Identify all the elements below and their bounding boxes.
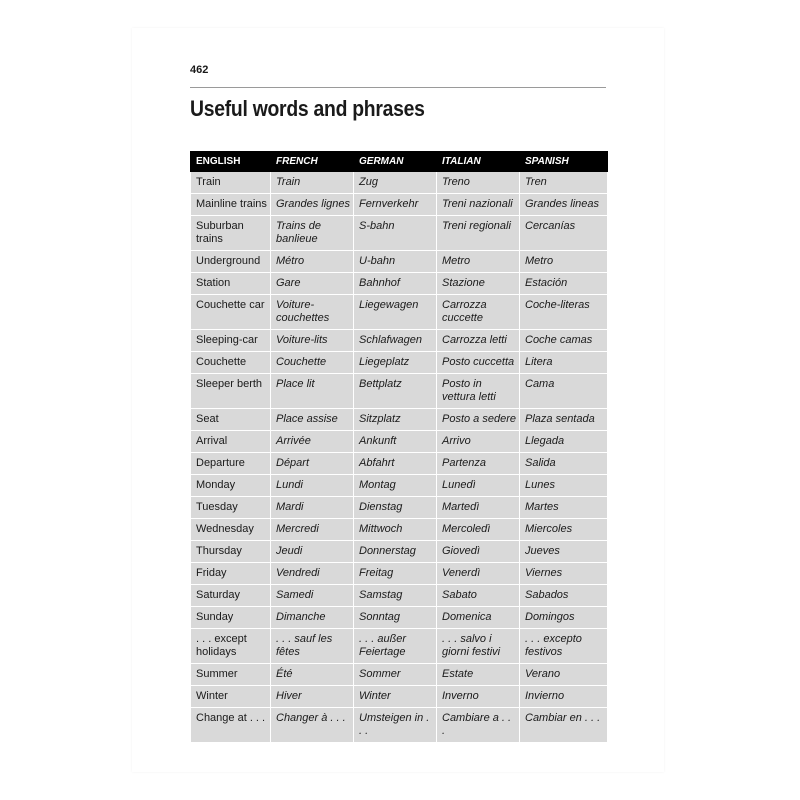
cell-italian: Treni regionali: [437, 216, 520, 251]
cell-french: Gare: [271, 273, 354, 295]
table-row: [191, 194, 608, 216]
table-row: [191, 172, 608, 194]
cell-italian: Posto a sedere: [437, 409, 520, 431]
cell-spanish: Jueves: [520, 541, 608, 563]
cell-german: U-bahn: [354, 251, 437, 273]
cell-spanish: Lunes: [520, 475, 608, 497]
cell-english: Sleeping-car: [191, 330, 271, 352]
column-header-english: ENGLISH: [191, 152, 271, 172]
cell-spanish: Invierno: [520, 686, 608, 708]
cell-english: Underground: [191, 251, 271, 273]
cell-italian: Martedì: [437, 497, 520, 519]
cell-german: Sommer: [354, 664, 437, 686]
column-header-italian: ITALIAN: [437, 152, 520, 172]
cell-english: Tuesday: [191, 497, 271, 519]
table-row: [191, 409, 608, 431]
cell-english: Seat: [191, 409, 271, 431]
cell-french: Trains de banlieue: [271, 216, 354, 251]
cell-italian: Carrozza letti: [437, 330, 520, 352]
cell-spanish: Cercanías: [520, 216, 608, 251]
cell-french: Train: [271, 172, 354, 194]
cell-french: Arrivée: [271, 431, 354, 453]
cell-italian: Stazione: [437, 273, 520, 295]
cell-italian: Metro: [437, 251, 520, 273]
cell-german: Liegewagen: [354, 295, 437, 330]
cell-german: Abfahrt: [354, 453, 437, 475]
cell-spanish: Verano: [520, 664, 608, 686]
cell-english: Summer: [191, 664, 271, 686]
cell-german: Montag: [354, 475, 437, 497]
cell-spanish: Viernes: [520, 563, 608, 585]
table-row: [191, 519, 608, 541]
cell-spanish: Salida: [520, 453, 608, 475]
cell-italian: Estate: [437, 664, 520, 686]
cell-italian: Posto cuccetta: [437, 352, 520, 374]
table-row: [191, 330, 608, 352]
table-row: [191, 431, 608, 453]
cell-french: Vendredi: [271, 563, 354, 585]
cell-french: Jeudi: [271, 541, 354, 563]
table-row: [191, 295, 608, 330]
cell-french: Hiver: [271, 686, 354, 708]
cell-italian: Venerdì: [437, 563, 520, 585]
cell-french: Dimanche: [271, 607, 354, 629]
cell-spanish: Domingos: [520, 607, 608, 629]
header-rule: [190, 87, 606, 88]
cell-german: Dienstag: [354, 497, 437, 519]
cell-italian: Treni nazionali: [437, 194, 520, 216]
cell-english: Couchette: [191, 352, 271, 374]
cell-english: Saturday: [191, 585, 271, 607]
cell-french: Voiture-couchettes: [271, 295, 354, 330]
cell-french: Départ: [271, 453, 354, 475]
cell-spanish: . . . excepto festivos: [520, 629, 608, 664]
cell-french: Grandes lignes: [271, 194, 354, 216]
cell-spanish: Estación: [520, 273, 608, 295]
cell-italian: Arrivo: [437, 431, 520, 453]
table-row: [191, 607, 608, 629]
cell-spanish: Litera: [520, 352, 608, 374]
table-body: [191, 172, 608, 743]
cell-english: Mainline trains: [191, 194, 271, 216]
cell-italian: . . . salvo i giorni festivi: [437, 629, 520, 664]
cell-italian: Posto in vettura letti: [437, 374, 520, 409]
cell-english: Winter: [191, 686, 271, 708]
cell-german: Donnerstag: [354, 541, 437, 563]
cell-english: . . . except holidays: [191, 629, 271, 664]
cell-english: Departure: [191, 453, 271, 475]
cell-spanish: Grandes lineas: [520, 194, 608, 216]
cell-french: Place lit: [271, 374, 354, 409]
cell-french: Mercredi: [271, 519, 354, 541]
cell-german: Fernverkehr: [354, 194, 437, 216]
phrases-table: [190, 151, 608, 743]
cell-german: Bahnhof: [354, 273, 437, 295]
cell-english: Arrival: [191, 431, 271, 453]
cell-french: Lundi: [271, 475, 354, 497]
cell-english: Sunday: [191, 607, 271, 629]
cell-french: Couchette: [271, 352, 354, 374]
table-row: [191, 352, 608, 374]
cell-italian: Sabato: [437, 585, 520, 607]
cell-german: Samstag: [354, 585, 437, 607]
cell-english: Suburban trains: [191, 216, 271, 251]
cell-italian: Domenica: [437, 607, 520, 629]
cell-english: Friday: [191, 563, 271, 585]
cell-spanish: Llegada: [520, 431, 608, 453]
page-number: 462: [190, 64, 209, 76]
column-header-spanish: SPANISH: [520, 152, 608, 172]
cell-french: Place assise: [271, 409, 354, 431]
cell-german: Freitag: [354, 563, 437, 585]
page-title: Useful words and phrases: [190, 96, 425, 121]
cell-italian: Treno: [437, 172, 520, 194]
cell-spanish: Tren: [520, 172, 608, 194]
column-header-french: FRENCH: [271, 152, 354, 172]
table-row: [191, 497, 608, 519]
table-row: [191, 374, 608, 409]
cell-german: Schlafwagen: [354, 330, 437, 352]
cell-german: Sonntag: [354, 607, 437, 629]
cell-german: S-bahn: [354, 216, 437, 251]
table-row: [191, 453, 608, 475]
table-header-row: [191, 152, 608, 172]
table-row: [191, 541, 608, 563]
table-row: [191, 686, 608, 708]
table-row: [191, 273, 608, 295]
cell-german: Ankunft: [354, 431, 437, 453]
cell-spanish: Plaza sentada: [520, 409, 608, 431]
cell-german: Bettplatz: [354, 374, 437, 409]
cell-german: Umsteigen in . . .: [354, 708, 437, 743]
cell-italian: Lunedì: [437, 475, 520, 497]
cell-french: Mardi: [271, 497, 354, 519]
cell-english: Change at . . .: [191, 708, 271, 743]
cell-german: Winter: [354, 686, 437, 708]
table-row: [191, 475, 608, 497]
cell-italian: Inverno: [437, 686, 520, 708]
cell-spanish: Cama: [520, 374, 608, 409]
cell-spanish: Cambiar en . . .: [520, 708, 608, 743]
table-row: [191, 708, 608, 743]
cell-english: Couchette car: [191, 295, 271, 330]
cell-english: Sleeper berth: [191, 374, 271, 409]
cell-italian: Cambiare a . . .: [437, 708, 520, 743]
cell-french: Samedi: [271, 585, 354, 607]
table-row: [191, 563, 608, 585]
cell-spanish: Sabados: [520, 585, 608, 607]
cell-italian: Carrozza cuccette: [437, 295, 520, 330]
cell-english: Monday: [191, 475, 271, 497]
cell-german: Zug: [354, 172, 437, 194]
cell-english: Wednesday: [191, 519, 271, 541]
cell-italian: Partenza: [437, 453, 520, 475]
cell-german: Liegeplatz: [354, 352, 437, 374]
cell-english: Train: [191, 172, 271, 194]
cell-french: Changer à . . .: [271, 708, 354, 743]
cell-french: Métro: [271, 251, 354, 273]
cell-german: Mittwoch: [354, 519, 437, 541]
cell-french: Été: [271, 664, 354, 686]
cell-spanish: Coche camas: [520, 330, 608, 352]
table-row: [191, 251, 608, 273]
cell-italian: Mercoledì: [437, 519, 520, 541]
table-row: [191, 629, 608, 664]
column-header-german: GERMAN: [354, 152, 437, 172]
cell-german: . . . außer Feiertage: [354, 629, 437, 664]
cell-spanish: Martes: [520, 497, 608, 519]
table-row: [191, 216, 608, 251]
cell-french: Voiture-lits: [271, 330, 354, 352]
cell-spanish: Metro: [520, 251, 608, 273]
table-row: [191, 585, 608, 607]
cell-french: . . . sauf les fêtes: [271, 629, 354, 664]
cell-spanish: Coche-literas: [520, 295, 608, 330]
table-row: [191, 664, 608, 686]
cell-italian: Giovedì: [437, 541, 520, 563]
cell-english: Station: [191, 273, 271, 295]
cell-german: Sitzplatz: [354, 409, 437, 431]
cell-spanish: Miercoles: [520, 519, 608, 541]
cell-english: Thursday: [191, 541, 271, 563]
